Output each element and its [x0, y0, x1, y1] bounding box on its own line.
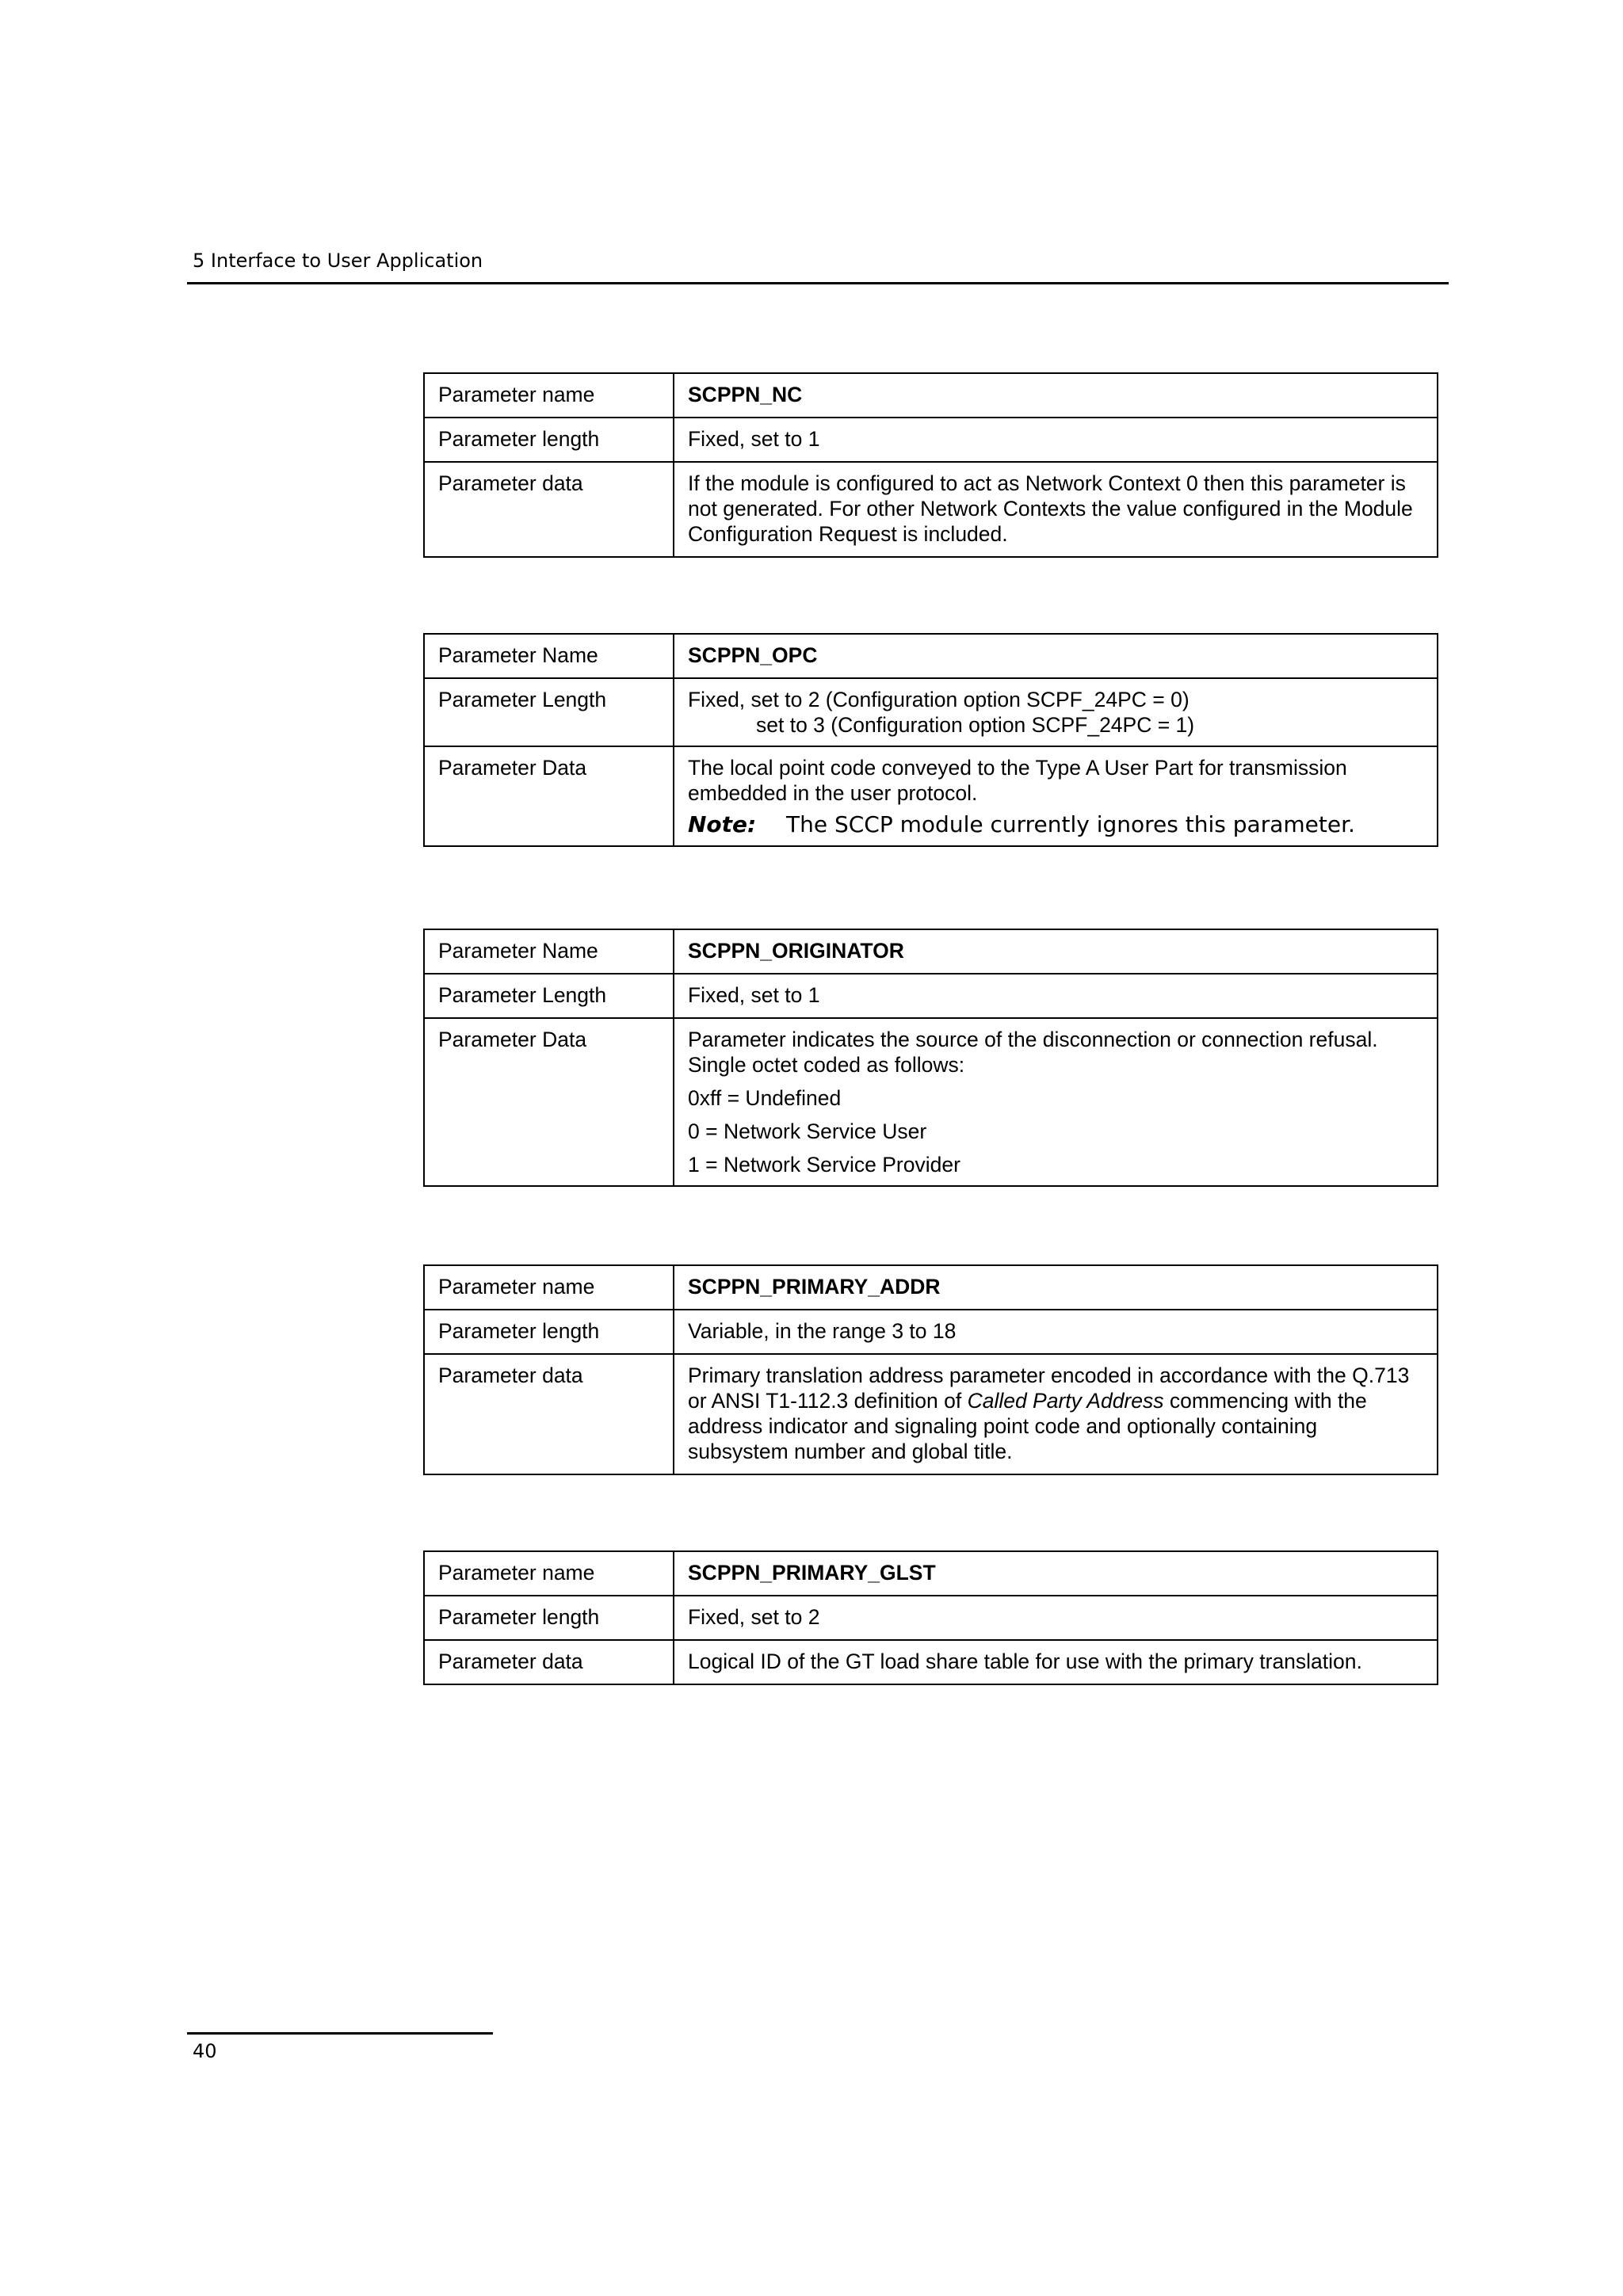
parameter-table-scppn-primary-glst: [423, 1550, 1438, 1685]
code-item-user: 0 = Network Service User: [688, 1119, 927, 1143]
table-row: [424, 1640, 1438, 1684]
table-row: [424, 1551, 1438, 1596]
parameter-name-label: Parameter Name: [424, 634, 674, 678]
data-text-before: Primary translation address parameter encoded in accordance with the Q.713 or ANSI T1-112.3 definition of: [688, 1363, 1410, 1413]
note: [688, 810, 1423, 839]
parameter-table-scppn-opc: [423, 633, 1438, 847]
table-row: [424, 462, 1438, 557]
footer-rule: [187, 2032, 493, 2035]
parameter-length-label: Parameter length: [424, 1310, 674, 1354]
table-row: [424, 373, 1438, 418]
parameter-name-label: Parameter name: [424, 373, 674, 418]
note-label: Note:: [688, 811, 757, 837]
parameter-data-value: Logical ID of the GT load share table for use with the primary translation.: [674, 1640, 1438, 1684]
table-row: [424, 1018, 1438, 1186]
parameter-length-label: Parameter Length: [424, 974, 674, 1018]
code-item-provider: 1 = Network Service Provider: [688, 1153, 960, 1177]
parameter-length-label: Parameter Length: [424, 678, 674, 746]
parameter-data-value: [674, 1354, 1438, 1474]
code-item-undefined: 0xff = Undefined: [688, 1086, 842, 1110]
parameter-table-scppn-nc: [423, 372, 1438, 558]
parameter-data-label: Parameter data: [424, 1354, 674, 1474]
table-row: [424, 1265, 1438, 1310]
table-row: [424, 929, 1438, 974]
parameter-data-label: Parameter Data: [424, 746, 674, 846]
parameter-table-scppn-originator: [423, 929, 1438, 1187]
parameter-name-value: SCPPN_OPC: [674, 634, 1438, 678]
parameter-data-text: Parameter indicates the source of the disconnection or connection refusal. Single octet coded as follows:: [688, 1028, 1378, 1077]
parameter-table-scppn-primary-addr: [423, 1264, 1438, 1475]
parameter-data-value: [674, 746, 1438, 846]
parameter-length-line-2: set to 3 (Configuration option SCPF_24PC = 1): [756, 713, 1195, 737]
parameter-data-label: Parameter Data: [424, 1018, 674, 1186]
parameter-data-text: If the module is configured to act as Network Context 0 then this parameter is not generated. For other Network Contexts the value configured in the Module Configuration Request is included.: [688, 471, 1413, 546]
called-party-address-term: Called Party Address: [967, 1389, 1164, 1413]
parameter-length-value: Fixed, set to 1: [674, 974, 1438, 1018]
parameter-name-value: SCPPN_PRIMARY_ADDR: [674, 1265, 1438, 1310]
parameter-data-value: [674, 1018, 1438, 1186]
running-header: 5 Interface to User Application: [193, 250, 483, 272]
note-text: The SCCP module currently ignores this parameter.: [786, 811, 1355, 837]
parameter-length-line-1: Fixed, set to 2 (Configuration option SCPF_24PC = 0): [688, 688, 1190, 711]
parameter-length-label: Parameter length: [424, 418, 674, 462]
table-row: [424, 1310, 1438, 1354]
parameter-name-value: SCPPN_NC: [674, 373, 1438, 418]
data-text-after: commencing with the address indicator and signaling point code and optionally containing subsystem number and global title.: [688, 1389, 1367, 1463]
table-row: [424, 974, 1438, 1018]
parameter-name-value: SCPPN_PRIMARY_GLST: [674, 1551, 1438, 1596]
header-rule: [187, 282, 1449, 284]
parameter-data-label: Parameter data: [424, 1640, 674, 1684]
parameter-name-value: SCPPN_ORIGINATOR: [674, 929, 1438, 974]
parameter-data-label: Parameter data: [424, 462, 674, 557]
parameter-length-value: [674, 678, 1438, 746]
parameter-data-text: [688, 1363, 1423, 1464]
parameter-name-label: Parameter name: [424, 1265, 674, 1310]
parameter-data-text: The local point code conveyed to the Type A User Part for transmission embedded in the user protocol.: [688, 756, 1347, 805]
parameter-length-value: Fixed, set to 2: [674, 1596, 1438, 1640]
table-row: [424, 418, 1438, 462]
parameter-name-label: Parameter Name: [424, 929, 674, 974]
table-row: [424, 746, 1438, 846]
parameter-data-value: [674, 462, 1438, 557]
parameter-length-value: Variable, in the range 3 to 18: [674, 1310, 1438, 1354]
parameter-length-label: Parameter length: [424, 1596, 674, 1640]
page-number: 40: [193, 2040, 217, 2062]
table-row: [424, 634, 1438, 678]
parameter-length-value: Fixed, set to 1: [674, 418, 1438, 462]
parameter-name-label: Parameter name: [424, 1551, 674, 1596]
table-row: [424, 1354, 1438, 1474]
table-row: [424, 678, 1438, 746]
table-row: [424, 1596, 1438, 1640]
